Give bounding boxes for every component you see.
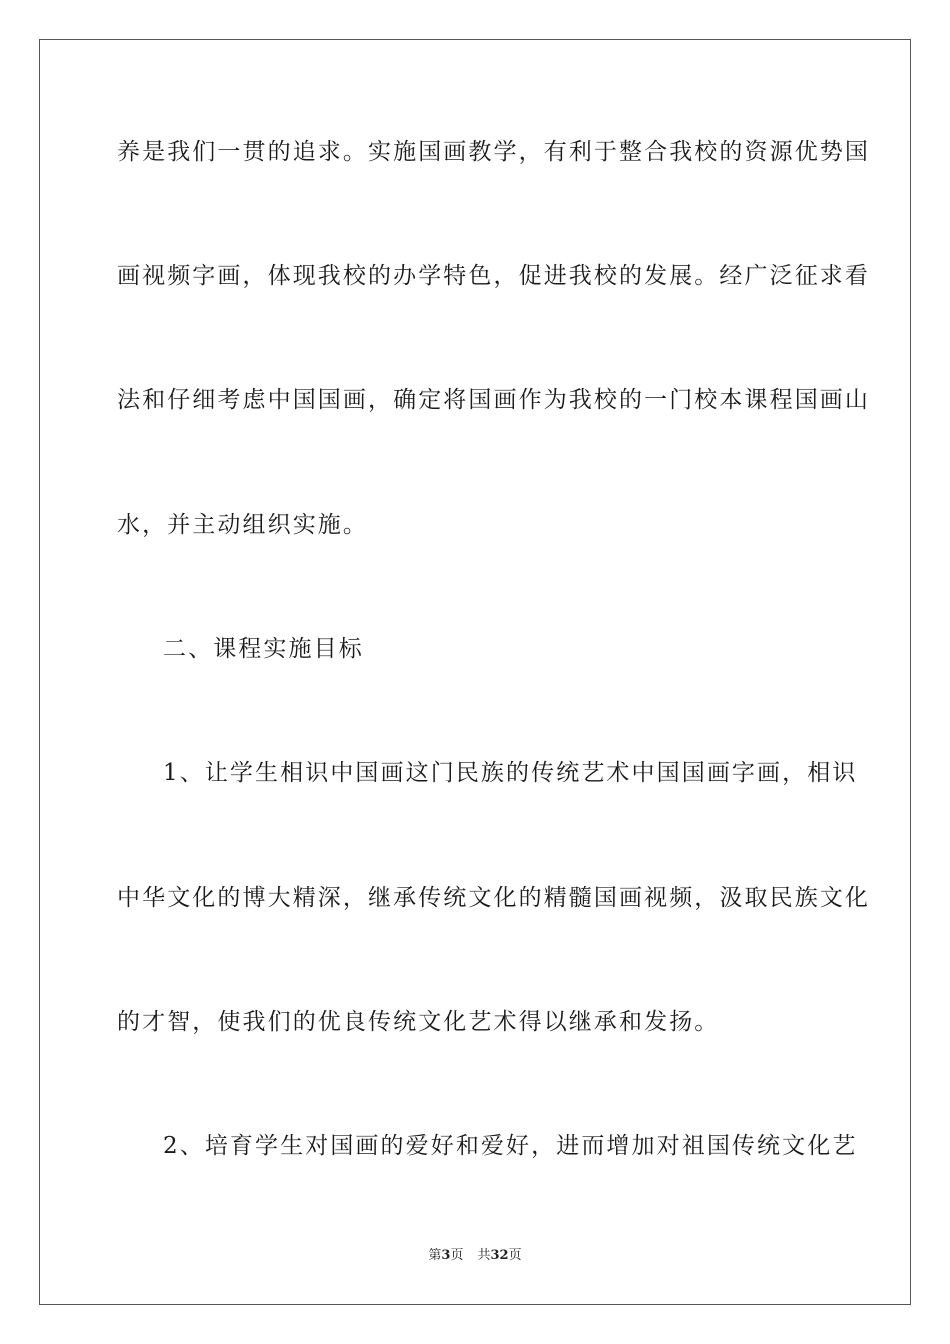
page-border bbox=[39, 39, 911, 1305]
body-text-line: 中华文化的博大精深，继承传统文化的精髓国画视频，汲取民族文化 bbox=[117, 885, 870, 911]
total-suffix: 页 bbox=[508, 1248, 522, 1263]
body-text-line: 2、培育学生对国画的爱好和爱好，进而增加对祖国传统文化艺 bbox=[163, 1133, 858, 1159]
body-text-line: 1、让学生相识中国画这门民族的传统艺术中国国画字画，相识 bbox=[163, 760, 858, 786]
body-text-line: 水，并主动组织实施。 bbox=[117, 512, 368, 538]
body-text-line: 养是我们一贯的追求。实施国画教学，有利于整合我校的资源优势国 bbox=[117, 139, 870, 165]
section-heading: 二、课程实施目标 bbox=[163, 636, 364, 662]
current-page-number: 3 bbox=[441, 1248, 451, 1263]
total-page-count: 32 bbox=[490, 1248, 509, 1263]
body-text-line: 画视频字画，体现我校的办学特色，促进我校的发展。经广泛征求看 bbox=[117, 263, 870, 289]
page-suffix: 页 bbox=[450, 1248, 464, 1263]
body-text-line: 法和仔细考虑中国国画，确定将国画作为我校的一门校本课程国画山 bbox=[117, 387, 870, 413]
total-prefix: 共 bbox=[477, 1248, 491, 1263]
page-prefix: 第 bbox=[428, 1248, 442, 1263]
body-text-line: 的才智，使我们的优良传统文化艺术得以继承和发扬。 bbox=[117, 1009, 720, 1035]
page-footer bbox=[0, 1247, 950, 1265]
